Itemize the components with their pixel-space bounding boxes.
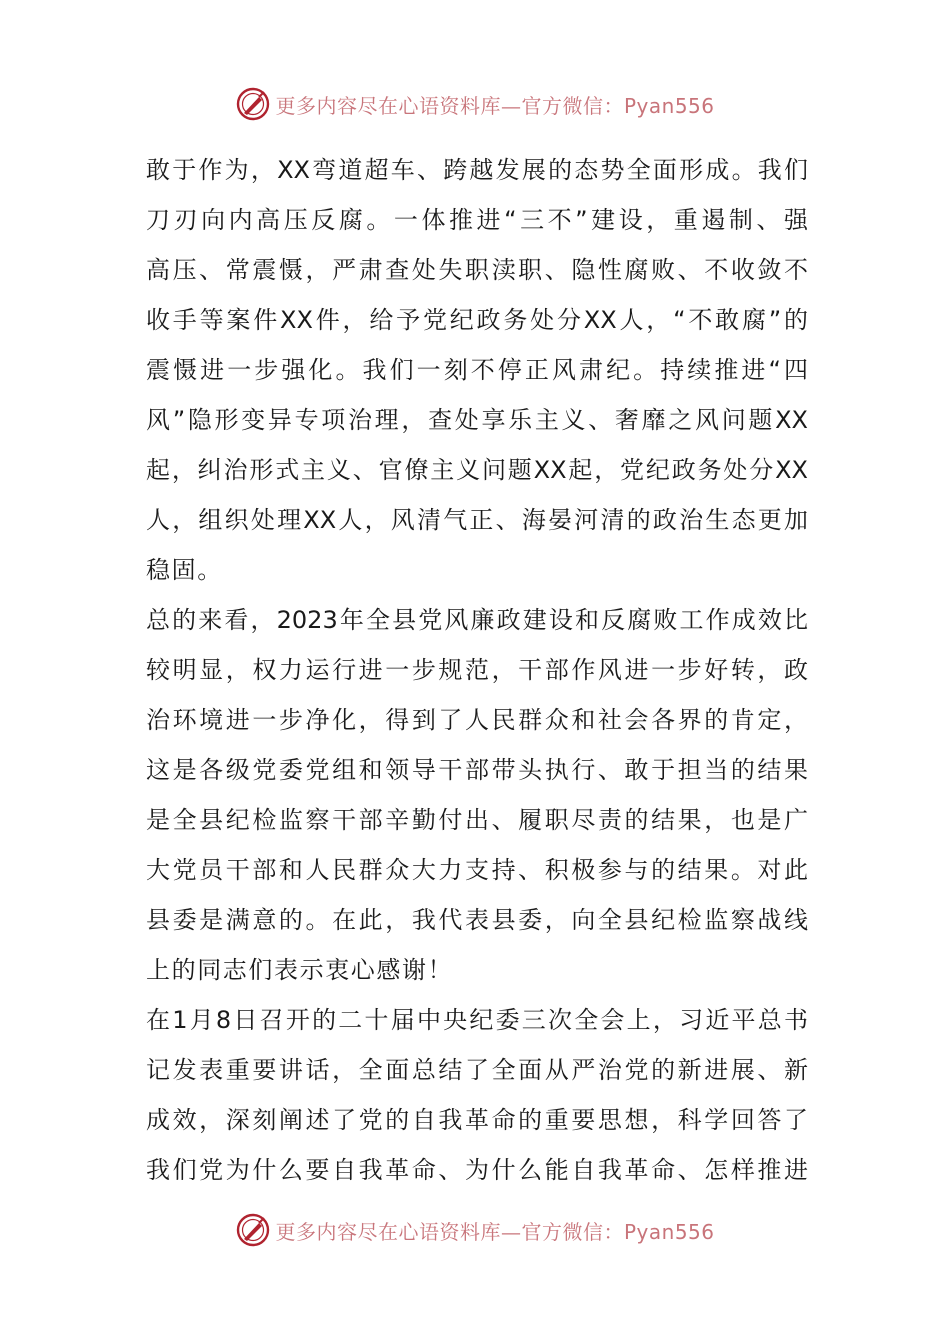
- header-wechat-label: 官方微信：: [521, 93, 624, 118]
- footer-text: [275, 1216, 714, 1245]
- text-line: 上的同志们表示衷心感谢！: [146, 956, 454, 984]
- header-site-text: 更多内容尽在心语资料库: [275, 93, 501, 118]
- text-line: 大党员干部和人民群众大力支持、积极参与的结果。对此: [146, 856, 808, 884]
- text-line: 高压、常震慑，严肃查处失职渎职、隐性腐败、不收敛不: [146, 256, 808, 284]
- header-text: [275, 90, 714, 119]
- text-line: 敢于作为，XX弯道超车、跨越发展的态势全面形成。我们: [146, 156, 808, 184]
- text-line: 这是各级党委党组和领导干部带头执行、敢于担当的结果: [146, 756, 808, 784]
- text-line: 总的来看，2023年全县党风廉政建设和反腐败工作成效比: [146, 606, 808, 634]
- text-line: 风”隐形变异专项治理，查处享乐主义、奢靡之风问题XX: [146, 406, 808, 434]
- footer-wechat-id: Pyan556: [623, 1219, 715, 1244]
- text-line: 记发表重要讲话，全面总结了全面从严治党的新进展、新: [146, 1056, 808, 1084]
- text-line: 收手等案件XX件，给予党纪政务处分XX人，“不敢腐”的: [146, 306, 808, 334]
- pen-logo-icon: [235, 86, 271, 122]
- header-wechat-id: Pyan556: [623, 93, 715, 118]
- text-line: 成效，深刻阐述了党的自我革命的重要思想，科学回答了: [146, 1106, 808, 1134]
- text-line: 我们党为什么要自我革命、为什么能自我革命、怎样推进: [146, 1156, 808, 1184]
- footer-banner: [0, 1210, 950, 1250]
- text-line: 震慑进一步强化。我们一刻不停正风肃纪。持续推进“四: [146, 356, 808, 384]
- text-line: 较明显，权力运行进一步规范，干部作风进一步好转，政: [146, 656, 808, 684]
- text-line: 刀刃向内高压反腐。一体推进“三不”建设，重遏制、强: [146, 206, 808, 234]
- document-body: [146, 145, 808, 1195]
- footer-wechat-label: 官方微信：: [521, 1219, 624, 1244]
- text-line: 人，组织处理XX人，风清气正、海晏河清的政治生态更加: [146, 506, 808, 534]
- text-line: 在1月8日召开的二十届中央纪委三次全会上，习近平总书: [146, 1006, 808, 1034]
- text-line: 县委是满意的。在此，我代表县委，向全县纪检监察战线: [146, 906, 808, 934]
- footer-dash: —: [500, 1219, 522, 1244]
- text-line: 治环境进一步净化，得到了人民群众和社会各界的肯定，: [146, 706, 808, 734]
- text-line: 起，纠治形式主义、官僚主义问题XX起，党纪政务处分XX: [146, 456, 808, 484]
- header-banner: [0, 84, 950, 124]
- footer-site-text: 更多内容尽在心语资料库: [275, 1219, 501, 1244]
- text-line: 是全县纪检监察干部辛勤付出、履职尽责的结果，也是广: [146, 806, 808, 834]
- pen-logo-icon: [235, 1212, 271, 1248]
- header-dash: —: [500, 93, 522, 118]
- text-line: 稳固。: [146, 556, 223, 584]
